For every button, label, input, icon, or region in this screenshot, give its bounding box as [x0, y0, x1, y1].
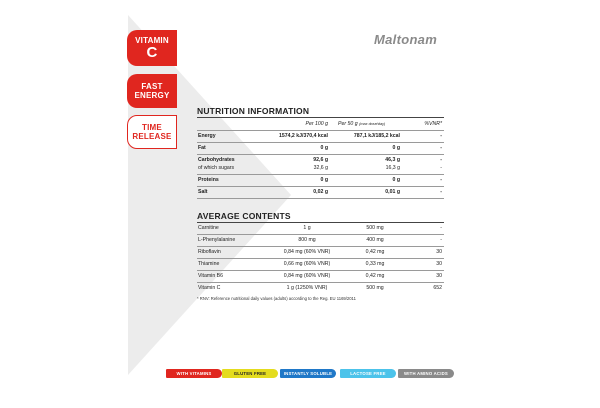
header-per100: Per 100 g	[305, 121, 328, 127]
header-vnr: %VNR*	[424, 121, 442, 127]
row-divider	[197, 142, 444, 143]
row-per50: 0 g	[392, 177, 400, 183]
badge-time-release	[127, 115, 177, 149]
row-label: Thiamine	[198, 261, 220, 267]
row-per50: 400 mg	[366, 237, 384, 243]
row-per100: 1574,2 kJ/370,4 kcal	[278, 133, 328, 139]
row-vnr: 30	[436, 261, 442, 267]
row-per50: 0,42 mg	[365, 273, 385, 279]
row-per100: 0,02 g	[313, 189, 328, 195]
row-per100: 0 g	[320, 145, 328, 151]
row-vnr: -	[440, 157, 442, 163]
row-label: Salt	[198, 189, 208, 195]
row-vnr: -	[440, 177, 442, 183]
tag-instantly-soluble: INSTANTLY SOLUBLE	[280, 369, 336, 378]
row-divider	[197, 130, 444, 131]
row-sub-per100: 32,6 g	[313, 165, 328, 171]
row-divider	[197, 282, 444, 283]
row-per100: 92,6 g	[313, 157, 328, 163]
badge-fast-energy	[127, 74, 177, 108]
row-sub-label: of which sugars	[198, 165, 235, 171]
row-per100: 1 g (1250% VNR)	[286, 285, 328, 291]
tag-lactose-free: LACTOSE FREE	[340, 369, 396, 378]
row-vnr: -	[440, 189, 442, 195]
row-label: Vitamin C	[198, 285, 221, 291]
row-vnr: -	[440, 145, 442, 151]
badge-line1: VITAMIN	[135, 36, 169, 45]
row-label: Energy	[198, 133, 216, 139]
average-top-rule	[197, 222, 444, 223]
row-per100: 0,66 mg (60% VNR)	[283, 261, 331, 267]
nutrition-top-rule	[197, 117, 444, 118]
tag-with-vitamins: WITH VITAMINS	[166, 369, 222, 378]
footnote: * RNV: Reference nutritional daily values (adults) according to the Reg. EU 1169/2011	[197, 296, 356, 301]
row-per100: 0,84 mg (60% VNR)	[283, 249, 331, 255]
brand-name: Maltonam	[374, 32, 438, 47]
row-label: Carnitine	[198, 225, 219, 231]
badge-line1: TIME	[142, 123, 162, 132]
row-per50: 787,1 kJ/185,2 kcal	[353, 133, 400, 139]
row-vnr: -	[440, 133, 442, 139]
tag-with-amino-acids: WITH AMINO ACIDS	[398, 369, 454, 378]
row-per50: 500 mg	[366, 225, 384, 231]
row-per50: 500 mg	[366, 285, 384, 291]
row-label: Vitamin B6	[198, 273, 223, 279]
row-per50: 46,3 g	[385, 157, 400, 163]
row-vnr: 30	[436, 273, 442, 279]
row-vnr: -	[440, 237, 442, 243]
header-per50	[338, 121, 385, 128]
row-label: Fat	[198, 145, 206, 151]
row-divider	[197, 270, 444, 271]
row-label: L-Phenylalanine	[198, 237, 236, 243]
header-per50-label: Per 50 g	[338, 121, 358, 127]
row-per100: 0,84 mg (60% VNR)	[283, 273, 331, 279]
row-sub-per50: 16,3 g	[385, 165, 400, 171]
row-divider	[197, 246, 444, 247]
row-divider	[197, 154, 444, 155]
row-label: Riboflavin	[198, 249, 221, 255]
row-vnr: 652	[433, 285, 442, 291]
badge-line1: FAST	[141, 82, 163, 91]
row-per100: 1 g	[303, 225, 311, 231]
row-per50: 0,33 mg	[365, 261, 385, 267]
row-per100: 0 g	[320, 177, 328, 183]
row-per50: 0,01 g	[385, 189, 400, 195]
row-divider	[197, 186, 444, 187]
row-label: Proteins	[198, 177, 219, 183]
badge-line2: C	[146, 44, 158, 61]
row-divider	[197, 258, 444, 259]
row-per50: 0 g	[392, 145, 400, 151]
row-divider	[197, 198, 444, 199]
header-per50-note: (max dose/day)	[359, 122, 386, 126]
row-vnr: 30	[436, 249, 442, 255]
average-title: AVERAGE CONTENTS	[197, 211, 291, 221]
badge-vitamin-c	[127, 30, 177, 66]
row-divider	[197, 234, 444, 235]
row-per50: 0,42 mg	[365, 249, 385, 255]
row-label: Carbohydrates	[198, 157, 235, 163]
row-sub-vnr: -	[440, 165, 442, 171]
badge-line2: RELEASE	[132, 132, 172, 141]
row-divider	[197, 174, 444, 175]
nutrition-title: NUTRITION INFORMATION	[197, 106, 310, 116]
row-vnr: -	[440, 225, 442, 231]
row-per100: 800 mg	[298, 237, 316, 243]
tag-gluten-free: GLUTEN FREE	[222, 369, 278, 378]
badge-line2: ENERGY	[134, 91, 170, 100]
